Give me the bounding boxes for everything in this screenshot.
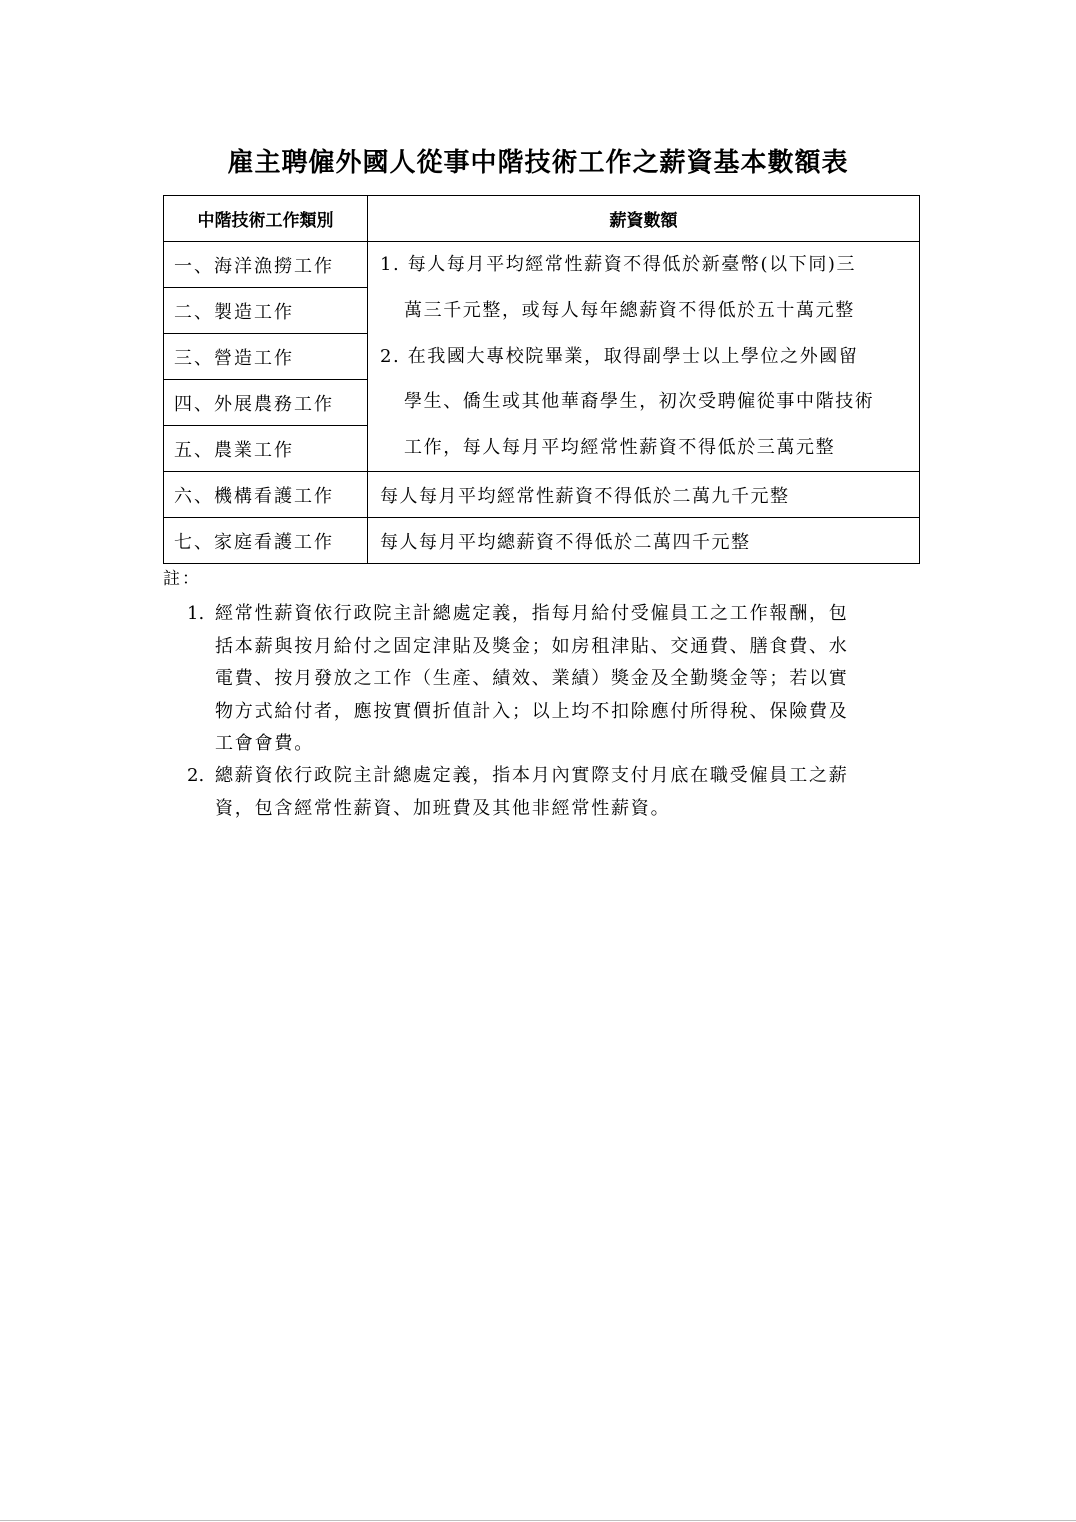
notes-label: 註： <box>163 569 201 589</box>
amount-line: 萬三千元整，或每人每年總薪資不得低於五十萬元整 <box>404 299 855 321</box>
table-header-row <box>164 196 920 242</box>
table-row <box>164 242 920 288</box>
category-cell: 一、海洋漁撈工作 <box>164 242 368 288</box>
amount-line: 工作，每人每月平均經常性薪資不得低於三萬元整 <box>404 437 836 459</box>
note-line: 物方式給付者，應按實價折值計入；以上均不扣除應付所得稅、保險費及 <box>215 700 849 722</box>
note-number: 1. <box>187 603 205 624</box>
merged-amount-cell <box>368 242 920 472</box>
page-divider <box>0 1520 1076 1521</box>
note-item <box>187 760 922 825</box>
amount-cell: 每人每月平均經常性薪資不得低於二萬九千元整 <box>368 472 920 518</box>
note-line: 總薪資依行政院主計總處定義，指本月內實際支付月底在職受僱員工之薪 <box>215 765 849 786</box>
note-line: 工會會費。 <box>215 733 314 755</box>
note-line: 資，包含經常性薪資、加班費及其他非經常性薪資。 <box>215 797 671 819</box>
note-number: 2. <box>187 765 205 786</box>
header-amount: 薪資數額 <box>368 196 920 242</box>
amount-cell: 每人每月平均總薪資不得低於二萬四千元整 <box>368 518 920 564</box>
note-item <box>187 598 922 761</box>
table-row <box>164 518 920 564</box>
category-cell: 七、家庭看護工作 <box>164 518 368 564</box>
table-row <box>164 472 920 518</box>
category-cell: 三、營造工作 <box>164 334 368 380</box>
note-line: 括本薪與按月給付之固定津貼及獎金；如房租津貼、交通費、膳食費、水 <box>215 635 849 657</box>
note-line: 電費、按月發放之工作（生產、績效、業績）獎金及全勤獎金等；若以實 <box>215 668 849 690</box>
category-cell: 四、外展農務工作 <box>164 380 368 426</box>
category-cell: 二、製造工作 <box>164 288 368 334</box>
wage-table <box>163 195 920 564</box>
category-cell: 六、機構看護工作 <box>164 472 368 518</box>
amount-line: 2. 在我國大專校院畢業，取得副學士以上學位之外國留 <box>380 345 859 367</box>
category-cell: 五、農業工作 <box>164 426 368 472</box>
amount-line: 1. 每人每月平均經常性薪資不得低於新臺幣(以下同)三 <box>380 254 857 275</box>
note-line: 經常性薪資依行政院主計總處定義，指每月給付受僱員工之工作報酬，包 <box>215 603 849 624</box>
header-category: 中階技術工作類別 <box>164 196 368 242</box>
page-title: 雇主聘僱外國人從事中階技術工作之薪資基本數額表 <box>227 148 849 178</box>
amount-line: 學生、僑生或其他華裔學生，初次受聘僱從事中階技術 <box>404 391 875 413</box>
